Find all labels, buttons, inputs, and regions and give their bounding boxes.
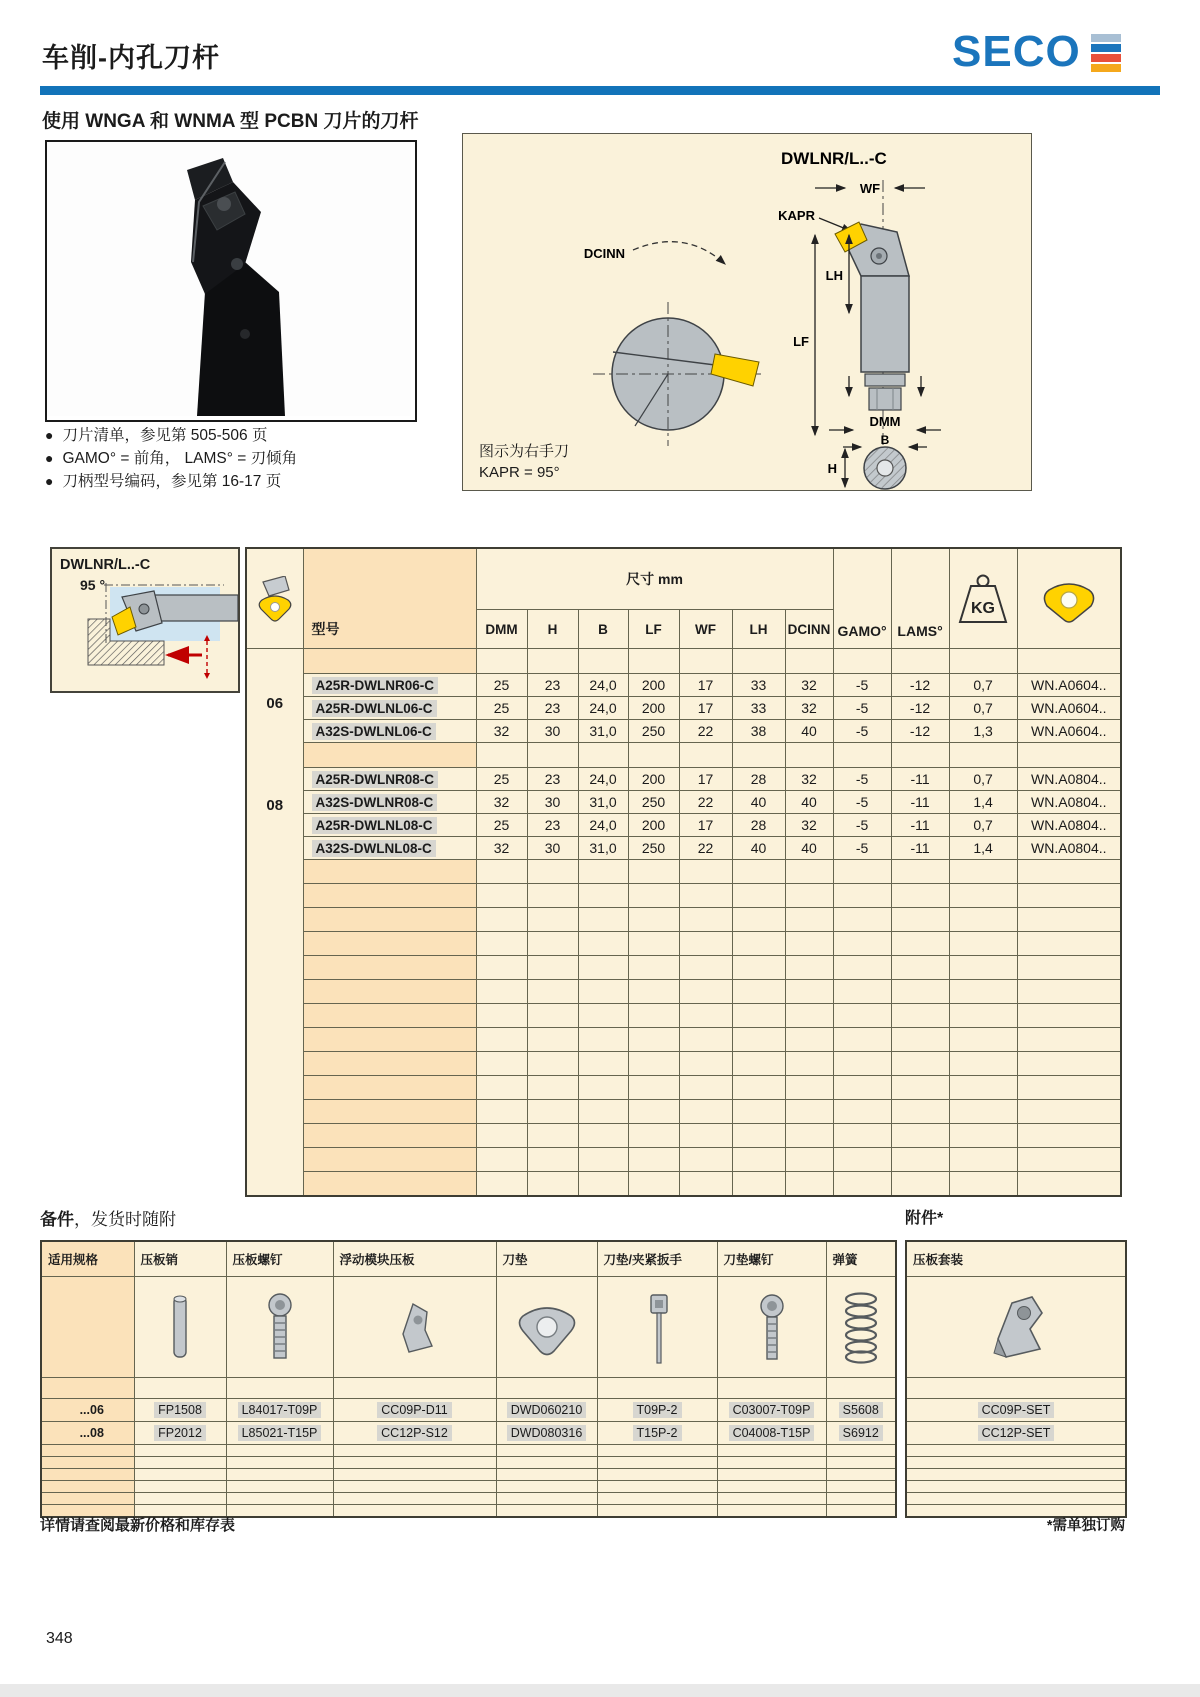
part-number: C03007-T09P — [717, 1399, 826, 1422]
table-row — [246, 814, 1121, 837]
header-rule — [40, 86, 1160, 95]
cell: 25 — [476, 768, 527, 791]
cell: -5 — [833, 697, 891, 720]
model-number: A25R-DWLNL08-C — [312, 817, 437, 834]
tool-photo — [45, 140, 417, 422]
toolholder-style-box — [50, 547, 240, 693]
weight-column-header — [949, 548, 1017, 649]
part-number: FP2012 — [134, 1422, 226, 1445]
empty-row — [246, 1148, 1121, 1172]
cell: 31,0 — [578, 837, 628, 860]
spacer-row — [246, 743, 1121, 768]
clamp-column-header: 浮动模块压板 — [333, 1241, 496, 1277]
dcinn-column-header: DCINN — [785, 610, 833, 649]
diagram-kapr-value: KAPR = 95° — [479, 464, 560, 481]
cell: -11 — [891, 768, 949, 791]
insert-code-cell: WN.A0804.. — [1017, 837, 1121, 860]
cell: 25 — [476, 697, 527, 720]
cell: -12 — [891, 674, 949, 697]
cell: 30 — [527, 837, 578, 860]
style-model-label: DWLNR/L..-C — [60, 557, 151, 573]
model-number: A32S-DWLNL08-C — [312, 840, 436, 857]
model-number: A25R-DWLNR06-C — [312, 677, 439, 694]
model-cell — [303, 814, 476, 837]
cell: -5 — [833, 720, 891, 743]
bullet-icon: ● — [45, 450, 54, 466]
clamp-set-icon-cell — [906, 1277, 1126, 1378]
insert-code-cell: WN.A0604.. — [1017, 720, 1121, 743]
cell: 23 — [527, 697, 578, 720]
cell: 0,7 — [949, 674, 1017, 697]
spares-heading-rest: ，发货时随附 — [74, 1210, 176, 1229]
h-column-header: H — [527, 610, 578, 649]
cell: -5 — [833, 791, 891, 814]
cell: 30 — [527, 720, 578, 743]
cell: 1,4 — [949, 791, 1017, 814]
cell: 22 — [679, 791, 732, 814]
attachments-row — [906, 1399, 1126, 1422]
cell: 33 — [732, 697, 785, 720]
part-number: CC12P-S12 — [333, 1422, 496, 1445]
insert-code-cell: WN.A0804.. — [1017, 814, 1121, 837]
empty-row — [246, 932, 1121, 956]
spacer-row — [41, 1378, 896, 1399]
insert-column-header — [1017, 548, 1121, 649]
lams-column-header: LAMS° — [891, 548, 949, 649]
cell: 24,0 — [578, 768, 628, 791]
spares-icon-row — [41, 1277, 896, 1378]
wf-column-header: WF — [679, 610, 732, 649]
spec-cell: ...06 — [41, 1399, 134, 1422]
model-cell — [303, 720, 476, 743]
bullet-icon: ● — [45, 473, 54, 489]
insert-trigon-icon — [1041, 574, 1097, 624]
part-number: CC09P-SET — [906, 1399, 1126, 1422]
part-number: T15P-2 — [597, 1422, 717, 1445]
cell: 32 — [785, 674, 833, 697]
part-number: L85021-T15P — [226, 1422, 333, 1445]
attachments-heading: 附件* — [905, 1210, 944, 1227]
clamp-set-column-header: 压板套装 — [906, 1241, 1126, 1277]
clamp-screw-icon-cell — [226, 1277, 333, 1378]
clamp-icon — [385, 1292, 445, 1362]
attachments-icon-row — [906, 1277, 1126, 1378]
cell: 22 — [679, 720, 732, 743]
cell: 40 — [785, 791, 833, 814]
boring-bar-photo-illustration — [47, 142, 411, 416]
cell: -11 — [891, 791, 949, 814]
cell: 17 — [679, 697, 732, 720]
h-label: H — [827, 461, 837, 476]
seco-logo-text: SECO — [952, 27, 1081, 76]
cell: 0,7 — [949, 814, 1017, 837]
insert-code-cell: WN.A0804.. — [1017, 768, 1121, 791]
part-number: T09P-2 — [597, 1399, 717, 1422]
empty-row — [41, 1445, 896, 1457]
style-diagram — [52, 579, 238, 689]
spares-row — [41, 1422, 896, 1445]
table-row — [246, 791, 1121, 814]
empty-row — [246, 908, 1121, 932]
spares-heading — [40, 1205, 176, 1230]
attachments-table — [905, 1240, 1127, 1518]
table-row — [246, 697, 1121, 720]
empty-row — [906, 1493, 1126, 1505]
spring-icon-cell — [826, 1277, 896, 1378]
b-column-header: B — [578, 610, 628, 649]
cell: 200 — [628, 814, 679, 837]
note-text: 刀柄型号编码，参见第 16-17 页 — [62, 473, 282, 490]
cell: -11 — [891, 837, 949, 860]
lf-column-header: LF — [628, 610, 679, 649]
lh-label: LH — [825, 268, 843, 283]
table-row — [246, 720, 1121, 743]
clamp-screw-column-header: 压板螺钉 — [226, 1241, 333, 1277]
cell: 33 — [732, 674, 785, 697]
diagram-caption: 图示为右手刀 — [479, 443, 570, 460]
lh-column-header: LH — [732, 610, 785, 649]
diagram-model-label: DWLNR/L..-C — [781, 149, 887, 168]
cell: 23 — [527, 768, 578, 791]
cell: 0,7 — [949, 768, 1017, 791]
cell: 40 — [732, 791, 785, 814]
weight-kg-icon — [954, 573, 1012, 625]
empty-row — [906, 1457, 1126, 1469]
cell: -11 — [891, 814, 949, 837]
table-row — [246, 837, 1121, 860]
shim-column-header: 刀垫 — [496, 1241, 597, 1277]
insert-code-cell: WN.A0804.. — [1017, 791, 1121, 814]
shim-icon — [515, 1294, 579, 1360]
cell: 32 — [785, 768, 833, 791]
dimensions-table — [245, 547, 1122, 1197]
kg-label: KG — [971, 599, 996, 617]
page-title: 车削-内孔刀杆 — [42, 43, 220, 73]
part-number: CC12P-SET — [906, 1422, 1126, 1445]
order-separately-note: *需单独订购 — [1046, 1518, 1125, 1534]
part-number: CC09P-D11 — [333, 1399, 496, 1422]
attachments-row — [906, 1422, 1126, 1445]
cell: 31,0 — [578, 720, 628, 743]
insert-code-cell: WN.A0604.. — [1017, 697, 1121, 720]
note-text: 刀片清单，参见第 505-506 页 — [62, 427, 268, 444]
cell: 250 — [628, 791, 679, 814]
cell: -5 — [833, 814, 891, 837]
cell: 17 — [679, 768, 732, 791]
cell: 24,0 — [578, 697, 628, 720]
clamp-set-icon — [976, 1289, 1056, 1365]
empty-row — [246, 884, 1121, 908]
cell: 40 — [732, 837, 785, 860]
cell: 25 — [476, 674, 527, 697]
cell: 17 — [679, 674, 732, 697]
empty-row — [246, 1028, 1121, 1052]
empty-row — [41, 1469, 896, 1481]
gamo-column-header: GAMO° — [833, 548, 891, 649]
cell: 38 — [732, 720, 785, 743]
insert-code-cell: WN.A0604.. — [1017, 674, 1121, 697]
cell: 32 — [476, 837, 527, 860]
cell: 28 — [732, 768, 785, 791]
group-id: 08 — [266, 797, 284, 814]
empty-row — [246, 860, 1121, 884]
spring-icon — [835, 1287, 887, 1367]
spares-row — [41, 1399, 896, 1422]
model-number: A25R-DWLNL06-C — [312, 700, 437, 717]
lf-label: LF — [793, 334, 809, 349]
table-header-row — [246, 548, 1121, 610]
cell: 200 — [628, 768, 679, 791]
pin-icon-cell — [134, 1277, 226, 1378]
dimensions-band-header: 尺寸 mm — [476, 548, 833, 610]
wrench-icon — [627, 1287, 687, 1367]
kapr-label: KAPR — [778, 208, 815, 223]
cell: -5 — [833, 768, 891, 791]
cell: 1,4 — [949, 837, 1017, 860]
page-bottom-strip — [0, 1684, 1200, 1697]
cell: 40 — [785, 837, 833, 860]
model-number: A32S-DWLNR08-C — [312, 794, 438, 811]
style-angle-label: 95 ° — [80, 577, 106, 593]
shim-screw-icon — [742, 1289, 802, 1365]
dmm-column-header: DMM — [476, 610, 527, 649]
part-number: L84017-T09P — [226, 1399, 333, 1422]
model-number: A25R-DWLNR08-C — [312, 771, 439, 788]
dmm-label: DMM — [869, 414, 901, 429]
cell: 32 — [476, 791, 527, 814]
seco-logo — [952, 27, 1121, 76]
spring-column-header: 弹簧 — [826, 1241, 896, 1277]
section-subtitle: 使用 WNGA 和 WNMA 型 PCBN 刀片的刀杆 — [42, 111, 419, 132]
spacer-row — [906, 1378, 1126, 1399]
b-label: B — [880, 433, 890, 447]
cell: 32 — [785, 814, 833, 837]
empty-row — [246, 1172, 1121, 1197]
empty-row — [246, 1076, 1121, 1100]
insert-clamp-header-cell — [246, 548, 303, 649]
note-item — [45, 447, 297, 470]
cell: 23 — [527, 814, 578, 837]
clamp-icon-cell — [333, 1277, 496, 1378]
cell: 30 — [527, 791, 578, 814]
cell: 28 — [732, 814, 785, 837]
spacer-row — [246, 649, 1121, 674]
cell: 31,0 — [578, 791, 628, 814]
cell: 24,0 — [578, 674, 628, 697]
cell: 22 — [679, 837, 732, 860]
dimension-diagram — [463, 134, 1031, 490]
footer-note: 详情请查阅最新价格和库存表 — [40, 1517, 236, 1534]
cell: 250 — [628, 720, 679, 743]
part-number: DWD080316 — [496, 1422, 597, 1445]
note-text: GAMO° = 前角， LAMS° = 刃倾角 — [62, 450, 298, 467]
spares-heading-bold: 备件 — [40, 1210, 74, 1229]
empty-row — [906, 1469, 1126, 1481]
table-row — [246, 768, 1121, 791]
model-cell — [303, 837, 476, 860]
model-column-header: 型号 — [303, 548, 476, 649]
dimension-diagram-box — [462, 133, 1032, 491]
page-number: 348 — [46, 1630, 73, 1647]
group-id-column — [246, 649, 303, 1197]
cell: -5 — [833, 837, 891, 860]
shim-screw-column-header: 刀垫螺钉 — [717, 1241, 826, 1277]
attachments-header-row — [906, 1241, 1126, 1277]
empty-row — [246, 1100, 1121, 1124]
empty-row — [906, 1445, 1126, 1457]
part-number: DWD060210 — [496, 1399, 597, 1422]
part-number: S5608 — [826, 1399, 896, 1422]
cell: -12 — [891, 697, 949, 720]
dcinn-label: DCINN — [583, 246, 625, 261]
cell: 24,0 — [578, 814, 628, 837]
cell: 1,3 — [949, 720, 1017, 743]
cell: 23 — [527, 674, 578, 697]
empty-row — [246, 956, 1121, 980]
part-number: C04008-T15P — [717, 1422, 826, 1445]
part-number: FP1508 — [134, 1399, 226, 1422]
note-item — [45, 470, 297, 493]
empty-row — [246, 1004, 1121, 1028]
model-cell — [303, 791, 476, 814]
cell: 200 — [628, 697, 679, 720]
model-number: A32S-DWLNL06-C — [312, 723, 436, 740]
wrench-column-header: 刀垫/夹紧扳手 — [597, 1241, 717, 1277]
spares-header-row — [41, 1241, 896, 1277]
insert-with-clamp-icon — [255, 576, 295, 622]
empty-row — [906, 1481, 1126, 1493]
cell: 200 — [628, 674, 679, 697]
empty-row — [41, 1493, 896, 1505]
part-number: S6912 — [826, 1422, 896, 1445]
pin-icon — [150, 1289, 210, 1365]
cell: 32 — [476, 720, 527, 743]
empty-row — [246, 980, 1121, 1004]
model-cell — [303, 768, 476, 791]
note-item — [45, 424, 297, 447]
cell: 32 — [785, 697, 833, 720]
cell: -12 — [891, 720, 949, 743]
seco-logo-mark-icon — [1091, 34, 1121, 72]
spec-column-header: 适用规格 — [41, 1241, 134, 1277]
empty-row — [41, 1481, 896, 1493]
wf-label: WF — [859, 181, 881, 196]
bullet-icon: ● — [45, 427, 54, 443]
empty-row — [246, 1124, 1121, 1148]
model-cell — [303, 674, 476, 697]
group-id: 06 — [266, 695, 284, 712]
spares-table — [40, 1240, 897, 1518]
wrench-icon-cell — [597, 1277, 717, 1378]
spec-cell: ...08 — [41, 1422, 134, 1445]
cell: 0,7 — [949, 697, 1017, 720]
empty-row — [41, 1457, 896, 1469]
cell: 250 — [628, 837, 679, 860]
table-row — [246, 674, 1121, 697]
cell: 25 — [476, 814, 527, 837]
shim-screw-icon-cell — [717, 1277, 826, 1378]
cell: 17 — [679, 814, 732, 837]
clamp-screw-icon — [250, 1289, 310, 1365]
empty-row — [246, 1052, 1121, 1076]
cell: -5 — [833, 674, 891, 697]
cell: 40 — [785, 720, 833, 743]
model-cell — [303, 697, 476, 720]
pin-column-header: 压板销 — [134, 1241, 226, 1277]
notes-list — [45, 424, 297, 493]
shim-icon-cell — [496, 1277, 597, 1378]
